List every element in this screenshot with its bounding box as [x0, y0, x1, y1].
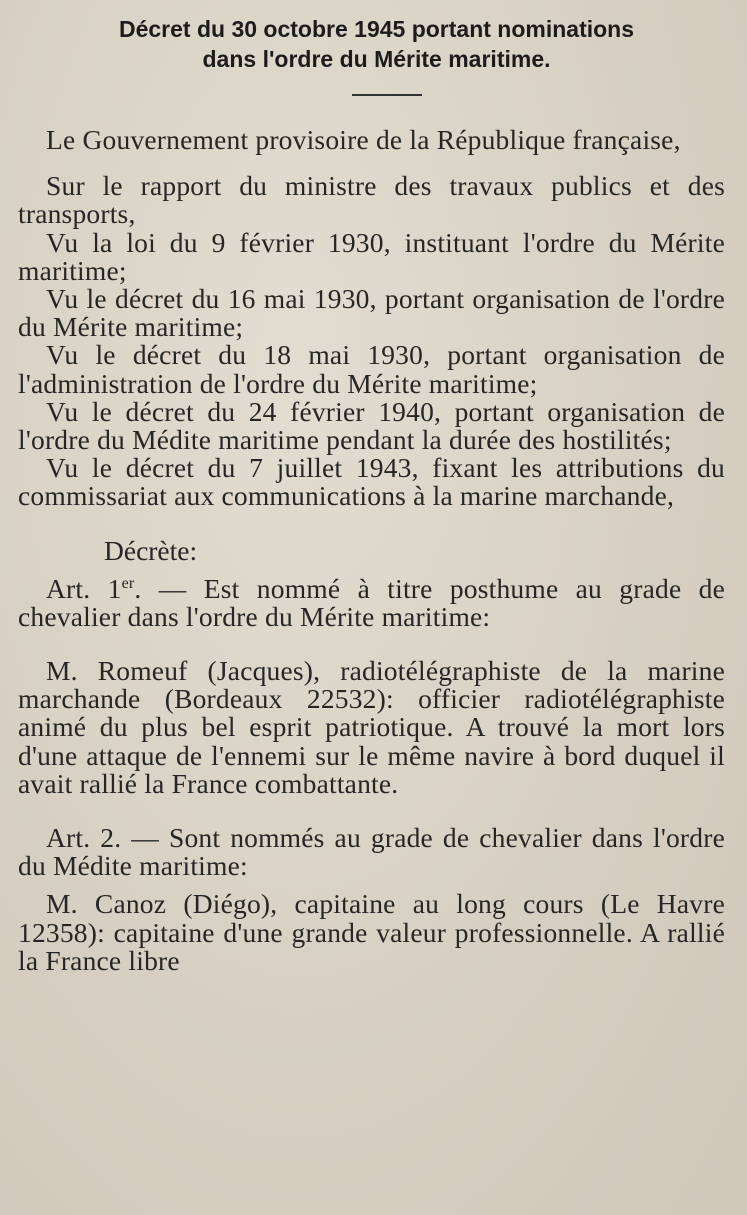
paragraph-vu-decret-18-mai-1930: Vu le décret du 18 mai 1930, portant organisation de l'administration de l'ordre du Mérite maritime; — [18, 339, 725, 399]
article-1-superscript: er — [121, 574, 135, 592]
paragraph-romeuf: M. Romeuf (Jacques), radiotélégraphiste de la marine marchande (Bordeaux 22532): officier radiotélégraphiste animé du plus bel esprit patriotique. A trouvé la mort lors d'une attaque de l'ennemi sur le même navire à bord duquel il avait rallié la France combattante. — [18, 655, 725, 799]
decree-title — [28, 14, 725, 74]
decree-title-line-2: dans l'ordre du Mérite maritime. — [202, 46, 551, 72]
paragraph-canoz: M. Canoz (Diégo), capitaine au long cours (Le Havre 12358): capitaine d'une grande valeur professionnelle. A rallié la France libre — [18, 888, 725, 976]
article-1-text: . — Est nommé à titre posthume au grade de chevalier dans l'ordre du Mérite maritime: — [18, 572, 726, 632]
paragraph-decrete: Décrète: — [104, 534, 198, 566]
article-1-label: Art. 1 — [46, 572, 122, 604]
paragraph-article-1 — [18, 572, 726, 632]
paragraph-vu-decret-16-mai-1930: Vu le décret du 16 mai 1930, portant organisation de l'ordre du Mérite maritime; — [18, 283, 725, 343]
paragraph-gouvernement: Le Gouvernement provisoire de la République française, — [46, 124, 681, 155]
paragraph-rapport: Sur le rapport du ministre des travaux publics et des transports, — [18, 170, 725, 230]
separator-rule — [352, 94, 422, 96]
paragraph-article-2: Art. 2. — Sont nommés au grade de chevalier dans l'ordre du Médite maritime: — [18, 822, 725, 882]
decree-title-line-1: Décret du 30 octobre 1945 portant nominations — [118, 16, 635, 42]
paragraph-vu-decret-24-fevrier-1940: Vu le décret du 24 février 1940, portant organisation de l'ordre du Médite maritime pendant la durée des hostilités; — [18, 395, 725, 456]
paragraph-vu-loi-1930: Vu la loi du 9 février 1930, instituant l'ordre du Mérite maritime; — [18, 226, 725, 286]
paragraph-vu-decret-7-juillet-1943: Vu le décret du 7 juillet 1943, fixant les attributions du commissariat aux communications à la marine marchande, — [18, 452, 725, 512]
